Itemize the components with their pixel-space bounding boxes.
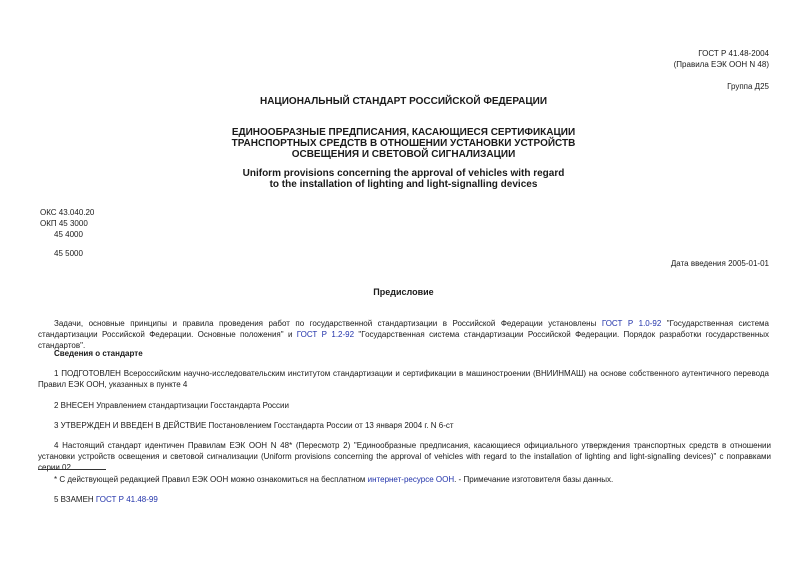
un-resource-link[interactable]: интернет-ресурсе ООН	[367, 475, 455, 484]
russian-title-line-3: ОСВЕЩЕНИЯ И СВЕТОВОЙ СИГНАЛИЗАЦИИ	[291, 149, 516, 160]
gost-1-0-92-link[interactable]: ГОСТ Р 1.0-92	[601, 319, 662, 328]
footnote-text-a: * С действующей редакцией Правил ЕЭК ООН можно ознакомиться на бесплатном	[54, 475, 368, 484]
item-1-prepared: 1 ПОДГОТОВЛЕН Всероссийским научно-исследовательским институтом стандартизации и сертификации в машиностроении (ВНИИНМАШ) на основе собственного аутентичного перевода Правил ЕЭК ООН, указанных в пункте 4	[38, 369, 769, 389]
preface-text-a: Задачи, основные принципы и правила проведения работ по государственной стандартизации в Российской Федерации установлены	[54, 319, 602, 328]
english-title-line-2: to the installation of lighting and light-signalling devices	[269, 179, 538, 190]
gost-41-48-99-link[interactable]: ГОСТ Р 41.48-99	[95, 495, 158, 504]
footnote-text-b: . - Примечание изготовителя базы данных.	[454, 475, 614, 484]
item-2-submitted: 2 ВНЕСЕН Управлением стандартизации Госстандарта России	[54, 401, 289, 410]
okp-code-3: 45 5000	[54, 249, 83, 258]
un-rule-number: (Правила ЕЭК ООН N 48)	[673, 60, 769, 69]
english-title-line-1: Uniform provisions concerning the approval of vehicles with regard	[242, 168, 565, 179]
classification-group: Группа Д25	[727, 82, 769, 91]
item-3-approved: 3 УТВЕРЖДЕН И ВВЕДЕН В ДЕЙСТВИЕ Постановлением Госстандарта России от 13 января 2004 г. N 6-ст	[54, 421, 454, 430]
item-4-identical: 4 Настоящий стандарт идентичен Правилам ЕЭК ООН N 48* (Пересмотр 2) "Единообразные предписания, касающиеся официального утверждения транспортных средств в отношении установки устройств освещения и световой сигнализации (Uniform provisions concerning the approval of vehicles with regard to the installation of lighting and light-signalling devices)" с поправками серии 02	[38, 441, 771, 472]
document-code: ГОСТ Р 41.48-2004	[698, 49, 769, 58]
okp-code-2: 45 4000	[54, 230, 83, 239]
gost-1-2-92-link[interactable]: ГОСТ Р 1.2-92	[296, 330, 355, 339]
standard-info-heading: Сведения о стандарте	[54, 349, 143, 358]
russian-title-line-1: ЕДИНООБРАЗНЫЕ ПРЕДПИСАНИЯ, КАСАЮЩИЕСЯ СЕРТИФИКАЦИИ	[231, 127, 576, 138]
item-5-replaces	[54, 494, 158, 505]
preface-text-c: "Государственная система стандартизации Российской Федерации. Порядок разработки государственных стандартов".	[38, 330, 770, 350]
oks-code: ОКС 43.040.20	[40, 208, 95, 217]
introduction-date: Дата введения 2005-01-01	[670, 259, 769, 268]
okp-code-1: ОКП 45 3000	[40, 219, 88, 228]
preface-text-b: "Государственная система стандартизации Российской Федерации. Основные положения" и	[38, 319, 769, 339]
preface-heading: Предисловие	[373, 287, 434, 297]
russian-title-line-2: ТРАНСПОРТНЫХ СРЕДСТВ В ОТНОШЕНИИ УСТАНОВКИ УСТРОЙСТВ	[231, 138, 576, 149]
footnote	[54, 474, 613, 485]
preface-paragraph	[38, 318, 769, 351]
footnote-separator	[38, 469, 106, 470]
standard-title: НАЦИОНАЛЬНЫЙ СТАНДАРТ РОССИЙСКОЙ ФЕДЕРАЦИИ	[259, 96, 548, 107]
item-5-text: 5 ВЗАМЕН	[54, 495, 96, 504]
